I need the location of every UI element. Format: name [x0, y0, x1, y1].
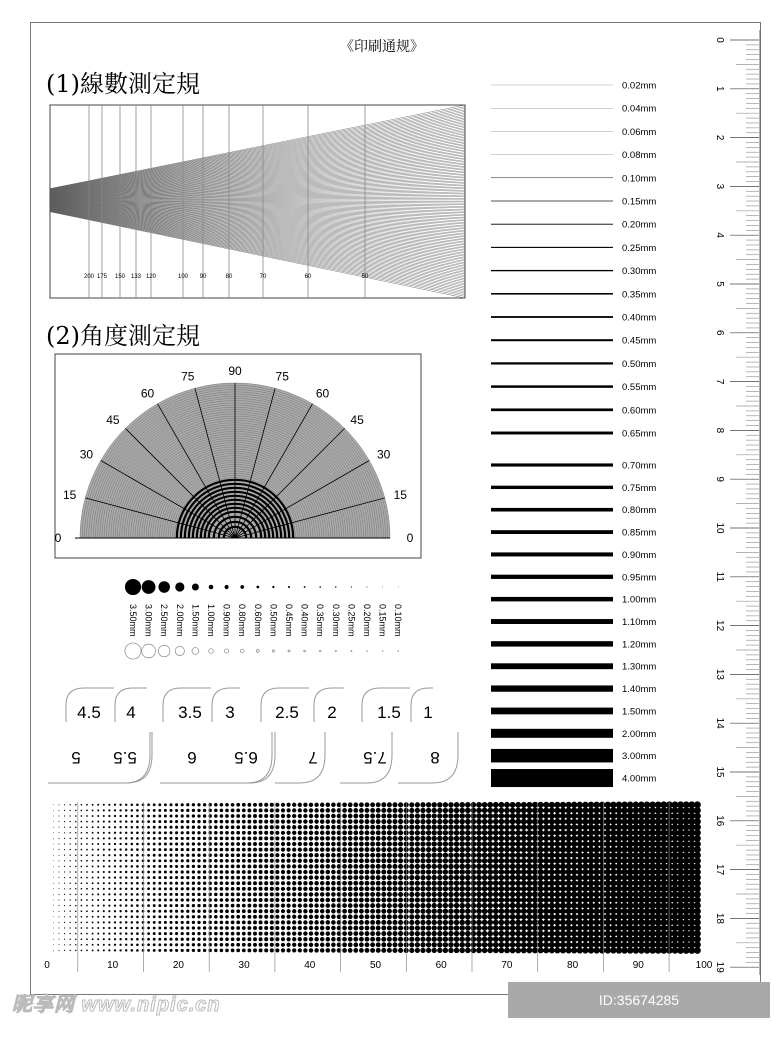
gauge-bottom-label: 5.5 — [113, 748, 137, 767]
halftone-scale — [44, 801, 713, 972]
gauge-top-label: 4.5 — [77, 703, 101, 722]
line-weight-bar — [491, 201, 613, 202]
dot-size-label: 0.20mm — [362, 604, 372, 637]
outline-dot — [398, 651, 399, 652]
dot-size-label: 0.80mm — [237, 604, 247, 637]
lpi-label: 133 — [131, 274, 142, 280]
line-weight-label: 0.40mm — [622, 313, 656, 324]
ruler-label: 11 — [714, 572, 725, 583]
line-weight-label: 1.20mm — [622, 639, 656, 650]
line-weight-bar — [491, 575, 613, 579]
line-weight-bar — [491, 685, 613, 691]
outline-dot — [175, 646, 184, 655]
line-weight-label: 0.02mm — [622, 81, 656, 92]
outline-dot — [240, 649, 244, 653]
line-weight-bar — [491, 769, 613, 787]
line-weight-label: 0.15mm — [622, 197, 656, 208]
outline-dot — [319, 650, 321, 652]
angle-label-left: 75 — [181, 370, 195, 384]
ruler-label: 15 — [714, 766, 725, 778]
line-weight-label: 1.00mm — [622, 595, 656, 606]
line-weight-bar — [491, 432, 613, 435]
filled-dot — [125, 579, 141, 595]
angle-label-left: 30 — [80, 448, 94, 462]
dot-size-label: 0.10mm — [393, 604, 403, 637]
dot-size-label: 1.00mm — [206, 604, 216, 637]
dot-size-label: 0.50mm — [268, 604, 278, 637]
cm-ruler — [714, 30, 760, 975]
angle-label-left: 0 — [55, 531, 62, 545]
filled-dot — [319, 586, 321, 588]
line-weight-bar — [491, 408, 613, 411]
ruler-label: 5 — [714, 281, 725, 287]
filled-dot — [351, 586, 352, 587]
halftone-scale-label: 100 — [696, 960, 713, 971]
line-weight-bar — [491, 293, 613, 295]
dot-size-label: 2.50mm — [159, 604, 169, 637]
line-weight-label: 3.00mm — [622, 751, 656, 762]
filled-dot — [225, 585, 229, 589]
line-weight-bar — [491, 641, 613, 646]
lpi-label: 80 — [226, 274, 233, 280]
gauge-bottom-label: 5 — [71, 748, 80, 767]
line-weight-bar — [491, 224, 613, 225]
line-weight-label: 1.50mm — [622, 706, 656, 717]
ruler-label: 2 — [714, 135, 725, 141]
gauge-bottom-label: 6 — [187, 748, 196, 767]
line-weight-bar — [491, 486, 613, 489]
line-weight-label: 0.30mm — [622, 266, 656, 277]
ruler-label: 8 — [714, 428, 725, 434]
line-weight-label: 1.10mm — [622, 617, 656, 628]
halftone-scale-label: 10 — [107, 960, 119, 971]
halftone-scale-label: 20 — [173, 960, 185, 971]
gauge-bottom-label: 7.5 — [363, 748, 387, 767]
angle-label-right: 45 — [350, 413, 364, 427]
ruler-label: 10 — [714, 522, 725, 534]
outline-dot — [256, 650, 259, 653]
filled-dot — [367, 587, 368, 588]
angle-label-right: 30 — [377, 448, 391, 462]
filled-dot — [240, 585, 244, 589]
lpi-label: 50 — [362, 274, 369, 280]
halftone-scale-label: 30 — [239, 960, 251, 971]
outline-dot — [192, 648, 199, 655]
gauge-bottom-label: 6.5 — [234, 748, 258, 767]
line-weight-bar — [491, 663, 613, 669]
angle-label-right: 75 — [276, 370, 290, 384]
filled-dot — [304, 586, 306, 588]
ruler-label: 3 — [714, 184, 725, 190]
ruler-label: 6 — [714, 330, 725, 336]
outline-dot — [351, 650, 352, 651]
line-weight-label: 0.35mm — [622, 289, 656, 300]
halftone-scale-label: 50 — [370, 960, 382, 971]
ruler-label: 17 — [714, 864, 725, 876]
line-weight-bar — [491, 362, 613, 364]
line-weight-label: 2.00mm — [622, 729, 656, 740]
dot-size-label: 0.90mm — [222, 604, 232, 637]
line-weight-bar — [491, 749, 613, 763]
gauge-bottom-label: 7 — [308, 748, 317, 767]
line-weight-label: 0.06mm — [622, 127, 656, 138]
filled-dot — [142, 580, 156, 594]
line-weight-label: 0.55mm — [622, 382, 656, 393]
lpi-label: 150 — [115, 274, 126, 280]
page-title: 《印刷通规》 — [340, 36, 424, 56]
outline-dot — [367, 651, 368, 652]
halftone-scale-label: 80 — [567, 960, 579, 971]
line-weight-bar — [491, 316, 613, 318]
filled-dot — [256, 586, 259, 589]
line-weight-bar — [491, 247, 613, 248]
angle-label-left: 60 — [141, 386, 155, 400]
line-weight-label: 0.85mm — [622, 528, 656, 539]
ruler-label: 12 — [714, 620, 725, 632]
line-weight-bar — [491, 619, 613, 624]
line-weight-bar — [491, 463, 613, 466]
dot-size-label: 3.00mm — [144, 604, 154, 637]
gauge-top-label: 2.5 — [275, 703, 299, 722]
gauge-bottom-outline — [398, 732, 458, 783]
lpi-label: 90 — [200, 274, 207, 280]
gauge-top-label: 3.5 — [178, 703, 202, 722]
lpi-label: 70 — [260, 274, 267, 280]
dot-size-label: 2.00mm — [175, 604, 185, 637]
line-weight-bar — [491, 530, 613, 534]
outline-dot — [158, 645, 170, 657]
line-weight-label: 0.95mm — [622, 572, 656, 583]
halftone-scale-label: 60 — [436, 960, 448, 971]
outline-dot — [125, 643, 141, 659]
dot-size-label: 0.35mm — [315, 604, 325, 637]
gauge-top-label: 1.5 — [377, 703, 401, 722]
dot-size-label: 0.15mm — [378, 604, 388, 637]
line-weight-bar — [491, 708, 613, 715]
gauge-top-label: 3 — [225, 703, 234, 722]
angle-label-left: 45 — [106, 413, 120, 427]
line-weight-bar — [491, 270, 613, 271]
dot-size-label: 0.45mm — [284, 604, 294, 637]
filled-dot — [335, 586, 336, 587]
lpi-label: 60 — [305, 274, 312, 280]
line-weight-label: 0.75mm — [622, 483, 656, 494]
dot-size-label: 0.25mm — [346, 604, 356, 637]
outline-dot — [142, 644, 156, 658]
line-weight-label: 0.80mm — [622, 505, 656, 516]
line-weight-bar — [491, 597, 613, 602]
line-weight-label: 0.45mm — [622, 336, 656, 347]
dot-size-label: 3.50mm — [128, 604, 138, 637]
ruler-label: 13 — [714, 669, 725, 681]
filled-dot — [398, 587, 399, 588]
gauge-top-label: 2 — [327, 703, 336, 722]
halftone-scale-label: 90 — [633, 960, 645, 971]
gauge-bottom-label: 8 — [430, 748, 439, 767]
filled-dot — [158, 581, 170, 593]
angle-label-top: 90 — [228, 364, 242, 378]
outline-dot — [288, 650, 290, 652]
filled-dot — [175, 582, 184, 591]
outline-dot — [225, 649, 229, 653]
filled-dot — [272, 586, 274, 588]
outline-dot — [272, 650, 274, 652]
angle-label-right: 15 — [394, 488, 408, 502]
line-weight-bar — [491, 552, 613, 556]
ruler-label: 18 — [714, 913, 725, 925]
ruler-label: 19 — [714, 962, 725, 974]
ruler-label: 0 — [714, 37, 725, 43]
line-weight-label: 4.00mm — [622, 774, 656, 785]
line-weight-bar — [491, 508, 613, 512]
ruler-label: 1 — [714, 86, 725, 92]
ruler-label: 9 — [714, 476, 725, 482]
line-weight-label: 0.08mm — [622, 150, 656, 161]
line-weight-label: 0.10mm — [622, 173, 656, 184]
line-weight-bar — [491, 729, 613, 738]
filled-dot — [209, 585, 214, 590]
angle-label-right: 60 — [316, 386, 330, 400]
line-screen-gauge — [50, 105, 465, 298]
outline-dot — [304, 650, 306, 652]
ruler-label: 7 — [714, 379, 725, 385]
dot-size-label: 0.60mm — [253, 604, 263, 637]
line-weight-label: 0.50mm — [622, 359, 656, 370]
line-weight-bar — [491, 385, 613, 387]
ruler-label: 4 — [714, 232, 725, 238]
dot-size-label: 0.40mm — [300, 604, 310, 637]
line-weight-label: 0.25mm — [622, 243, 656, 254]
angle-gauge — [55, 354, 421, 558]
dot-size-label: 1.50mm — [190, 604, 200, 637]
line-weight-label: 0.65mm — [622, 429, 656, 440]
dot-size-chart — [125, 579, 403, 659]
line-weight-label: 0.70mm — [622, 461, 656, 472]
angle-label-left: 15 — [63, 488, 77, 502]
gauge-top-label: 1 — [423, 703, 432, 722]
line-weight-label: 0.90mm — [622, 550, 656, 561]
line-weight-bar — [491, 339, 613, 341]
filled-dot — [288, 586, 290, 588]
outline-dot — [382, 651, 383, 652]
ruler-label: 16 — [714, 815, 725, 827]
lpi-label: 120 — [146, 274, 157, 280]
filled-dot — [192, 584, 199, 591]
lpi-label: 175 — [97, 274, 108, 280]
line-weight-label: 1.30mm — [622, 662, 656, 673]
halftone-scale-label: 0 — [44, 960, 50, 971]
line-weight-label: 0.60mm — [622, 405, 656, 416]
line-weight-label: 0.04mm — [622, 104, 656, 115]
image-id-box: ID:35674285 NO:20250526140824461106 — [508, 982, 770, 1018]
angle-gauge-heading: (2)角度測定規 — [46, 316, 200, 351]
ruler-label: 14 — [714, 718, 725, 730]
line-weight-label: 0.20mm — [622, 220, 656, 231]
lpi-label: 100 — [178, 274, 189, 280]
outline-dot — [335, 650, 336, 651]
halftone-scale-label: 40 — [304, 960, 316, 971]
line-weight-chart — [491, 81, 656, 788]
lpi-label: 200 — [84, 274, 95, 280]
line-weight-label: 1.40mm — [622, 684, 656, 695]
filled-dot — [382, 587, 383, 588]
outline-dot — [209, 649, 214, 654]
dot-size-label: 0.30mm — [331, 604, 341, 637]
angle-label-right: 0 — [407, 531, 414, 545]
font-size-gauges — [48, 688, 458, 783]
gauge-top-label: 4 — [126, 703, 135, 722]
line-screen-heading: (1)線數測定規 — [46, 64, 200, 99]
halftone-scale-label: 70 — [501, 960, 513, 971]
watermark: 昵享网 www.nipic.cn — [12, 988, 221, 1017]
